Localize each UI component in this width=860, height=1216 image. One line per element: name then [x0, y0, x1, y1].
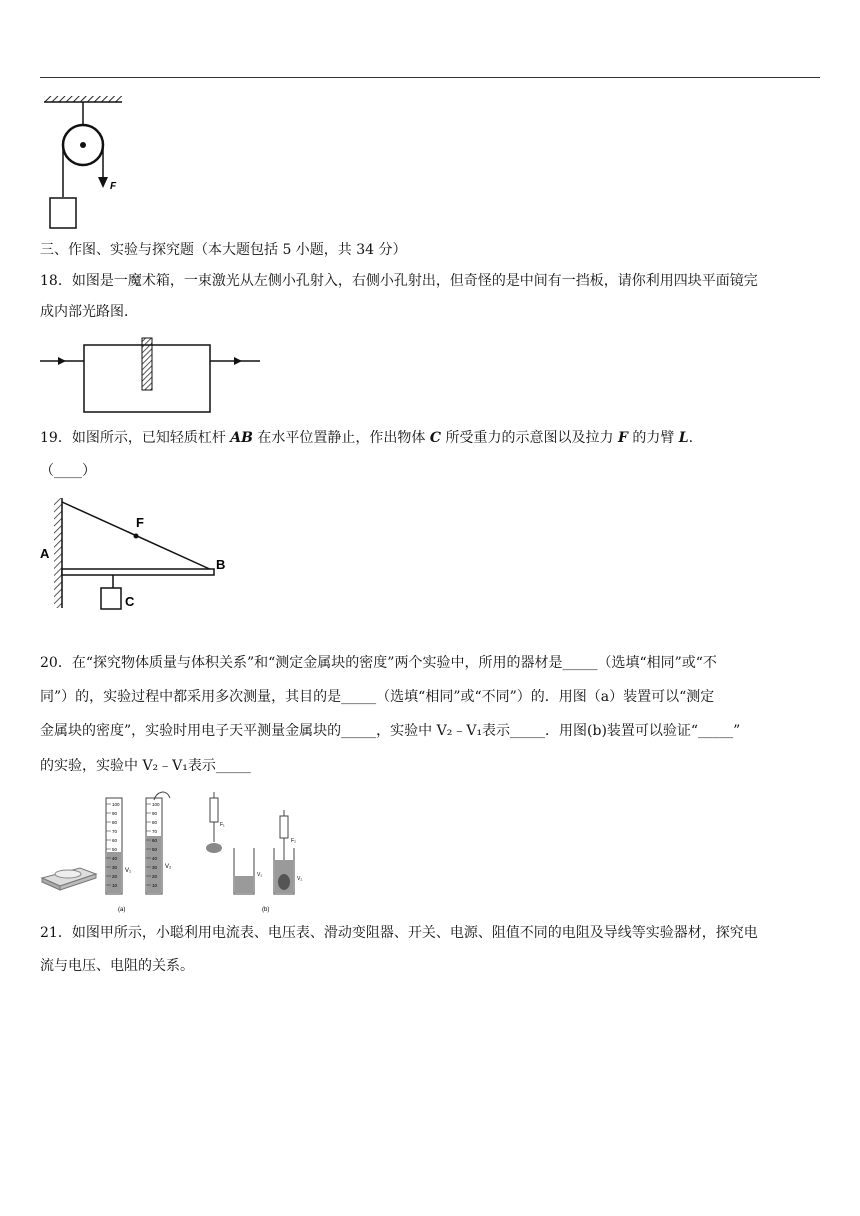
q19-answer-blank: （____）	[40, 463, 96, 479]
label-c: C	[125, 594, 135, 609]
cylinder-tick-label: 80	[152, 820, 158, 825]
spring-scale-f1	[206, 792, 225, 853]
label-f: F	[136, 515, 144, 530]
cylinder-tick-label: 90	[112, 811, 118, 816]
lever-ab	[62, 569, 214, 575]
q20-line4: 的实验，实验中 V₂﹣V₁表示_____	[40, 758, 251, 774]
cylinder-tick-label: 50	[152, 847, 158, 852]
cylinder-v1	[106, 798, 131, 894]
cylinder-tick-label: 30	[112, 865, 118, 870]
object-c	[101, 588, 121, 609]
svg-text:V₁: V₁	[125, 868, 132, 874]
baffle-plate	[142, 338, 152, 390]
label-b: B	[216, 557, 226, 572]
section-heading: 三、作图、实验与探究题（本大题包括 5 小题，共 34 分）	[40, 242, 407, 258]
beaker-v2	[274, 848, 302, 894]
fig-label-b: (b)	[262, 907, 270, 913]
q20-line3: 金属块的密度”，实验时用电子天平测量金属块的_____，实验中 V₂﹣V₁表示_____．用图(b)装置可以验证“_____”	[40, 723, 741, 739]
cylinder-tick-label: 100	[112, 802, 120, 807]
q20-line2: 同”）的，实验过程中都采用多次测量，其目的是_____（选填“相同”或“不同”）的．用图（a）装置可以“测定	[40, 689, 715, 705]
cylinder-tick-label: 90	[152, 811, 158, 816]
q18-line1: 18．如图是一魔术箱，一束激光从左侧小孔射入，右侧小孔射出，但奇怪的是中间有一挡板，请你利用四块平面镜完	[40, 273, 758, 289]
cylinder-tick-label: 40	[152, 856, 158, 861]
cylinder-tick-label: 10	[152, 883, 158, 888]
svg-text:F₁: F₁	[220, 822, 225, 828]
fig-label-a: (a)	[118, 907, 126, 913]
q21-line1: 21．如图甲所示，小聪利用电流表、电压表、滑动变阻器、开关、电源、阻值不同的电阻及导线等实验器材，探究电	[40, 925, 758, 941]
cylinder-tick-label: 60	[112, 838, 118, 843]
svg-text:F₂: F₂	[291, 838, 296, 844]
cylinder-tick-label: 40	[112, 856, 118, 861]
label-a: A	[40, 546, 50, 561]
cylinder-tick-label: 50	[112, 847, 118, 852]
svg-text:V₂: V₂	[165, 864, 172, 870]
cylinder-v2	[146, 792, 172, 894]
q19-line1: 19．如图所示，已知轻质杠杆 AB 在水平位置静止，作出物体 C 所受重力的示意图以及拉力 F 的力臂 L.	[40, 430, 694, 446]
cylinder-tick-label: 20	[112, 874, 118, 879]
cylinder-tick-label: 20	[152, 874, 158, 879]
header-rule	[40, 77, 820, 78]
electronic-balance	[42, 868, 96, 890]
cylinder-tick-label: 70	[112, 829, 118, 834]
lever-figure	[38, 492, 234, 618]
q18-line2: 成内部光路图．	[40, 304, 138, 320]
weight-block	[50, 198, 76, 228]
cylinder-tick-label: 10	[112, 883, 118, 888]
q21-line2: 流与电压、电阻的关系。	[40, 958, 194, 974]
cylinder-tick-label: 30	[152, 865, 158, 870]
q20-line1: 20．在“探究物体质量与体积关系”和“测定金属块的密度”两个实验中，所用的器材是_____（选填“相同”或“不	[40, 655, 717, 671]
beaker-v1	[234, 848, 262, 894]
magic-box-figure	[38, 332, 264, 418]
svg-text:V₂: V₂	[297, 876, 303, 882]
svg-text:V₁: V₁	[257, 872, 263, 878]
cylinder-tick-label: 60	[152, 838, 158, 843]
pulley-figure	[40, 92, 130, 234]
ceiling	[44, 96, 122, 102]
wall	[54, 498, 62, 608]
density-apparatus-figure	[38, 790, 310, 914]
force-arrow	[98, 177, 108, 188]
cylinder-tick-label: 80	[112, 820, 118, 825]
pulley-force-label: F	[110, 181, 117, 192]
cylinder-tick-label: 70	[152, 829, 158, 834]
cylinder-tick-label: 100	[152, 802, 160, 807]
